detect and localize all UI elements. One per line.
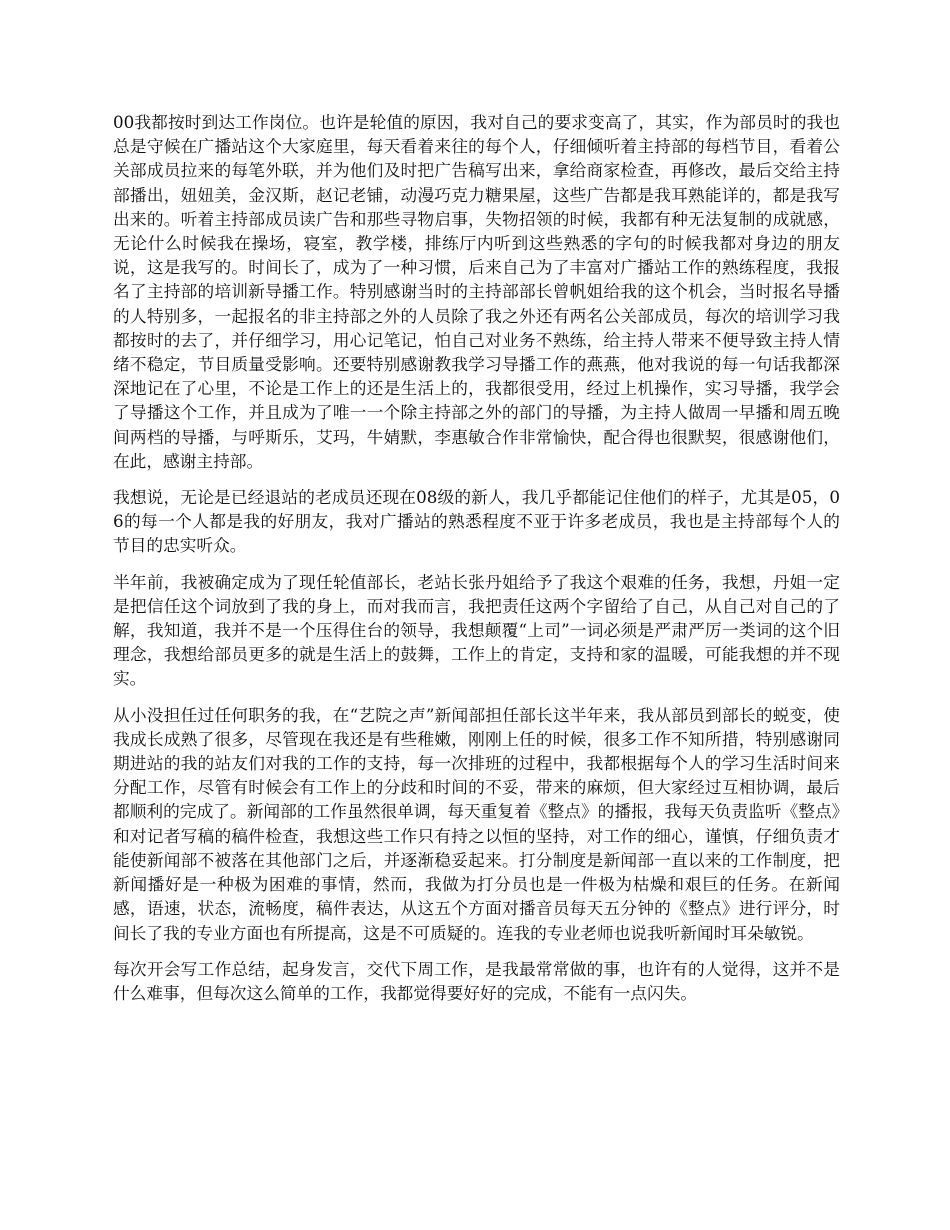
- paragraph-1: 00我都按时到达工作岗位。也许是轮值的原因，我对自己的要求变高了，其实，作为部员时的我也总是守候在广播站这个大家庭里，每天看着来往的每个人，仔细倾听着主持部的每档节目，看着公关部成员拉来的每笔外联，并为他们及时把广告稿写出来，拿给商家检查，再修改，最后交给主持部播出，妞妞美，金汉斯，赵记老铺，动漫巧克力糖果屋，这些广告都是我耳熟能详的，都是我写出来的。听着主持部成员读广告和那些寻物启事，失物招领的时候，我都有种无法复制的成就感，无论什么时候我在操场，寝室，教学楼，排练厅内听到这些熟悉的字句的时候我都对身边的朋友说，这是我写的。时间长了，成为了一种习惯，后来自己为了丰富对广播站工作的熟练程度，我报名了主持部的培训新导播工作。特别感谢当时的主持部部长曾帆姐给我的这个机会，当时报名导播的人特别多，一起报名的非主持部之外的人员除了我之外还有两名公关部成员，每次的培训学习我都按时的去了，并仔细学习，用心记笔记，怕自己对业务不熟练，给主持人带来不便导致主持人情绪不稳定，节目质量受影响。还要特别感谢教我学习导播工作的燕燕，他对我说的每一句话我都深深地记在了心里，不论是工作上的还是生活上的，我都很受用，经过上机操作，实习导播，我学会了导播这个工作，并且成为了唯一一个除主持部之外的部门的导播，为主持人做周一早播和周五晚间两档的导播，与呼斯乐，艾玛，牛婧默，李惠敏合作非常愉快，配合得也很默契，很感谢他们，在此，感谢主持部。: [113, 112, 840, 471]
- paragraph-3: 半年前，我被确定成为了现任轮值部长，老站长张丹姐给予了我这个艰难的任务，我想，丹姐一定是把信任这个词放到了我的身上，而对我而言，我把责任这两个字留给了自己，从自己对自己的了解，我知道，我并不是一个压得住台的领导，我想颠覆“上司”一词必须是严肃严厉一类词的这个旧理念，我想给部员更多的就是生活上的鼓舞，工作上的肯定，支持和家的温暖，可能我想的并不现实。: [113, 571, 840, 689]
- paragraph-2: 我想说，无论是已经退站的老成员还现在08级的新人，我几乎都能记住他们的样子，尤其是05，06的每一个人都是我的好朋友，我对广播站的熟悉程度不亚于许多老成员，我也是主持部每个人的节目的忠实听众。: [113, 487, 840, 556]
- document-body: [113, 110, 840, 1017]
- paragraph-4: 从小没担任过任何职务的我，在“艺院之声”新闻部担任部长这半年来，我从部员到部长的蜕变，使我成长成熟了很多，尽管现在我还是有些稚嫩，刚刚上任的时候，很多工作不知所措，特别感谢同期进站的我的站友们对我的工作的支持，每一次排班的过程中，我都根据每个人的学习生活时间来分配工作，尽管有时候会有工作上的分歧和时间的不妥，带来的麻烦，但大家经过互相协调，最后都顺利的完成了。新闻部的工作虽然很单调，每天重复着《整点》的播报，我每天负责监听《整点》和对记者写稿的稿件检查，我想这些工作只有持之以恒的坚持，对工作的细心，谨慎，仔细负责才能使新闻部不被落在其他部门之后，并逐渐稳妥起来。打分制度是新闻部一直以来的工作制度，把新闻播好是一种极为困难的事情，然而，我做为打分员也是一件极为枯燥和艰巨的任务。在新闻感，语速，状态，流畅度，稿件表达，从这五个方面对播音员每天五分钟的《整点》进行评分，时间长了我的专业方面也有所提高，这是不可质疑的。连我的专业老师也说我听新闻时耳朵敏锐。: [113, 704, 840, 943]
- paragraph-5: 每次开会写工作总结，起身发言，交代下周工作，是我最常常做的事，也许有的人觉得，这并不是什么难事，但每次这么简单的工作，我都觉得要好好的完成，不能有一点闪失。: [113, 958, 840, 1003]
